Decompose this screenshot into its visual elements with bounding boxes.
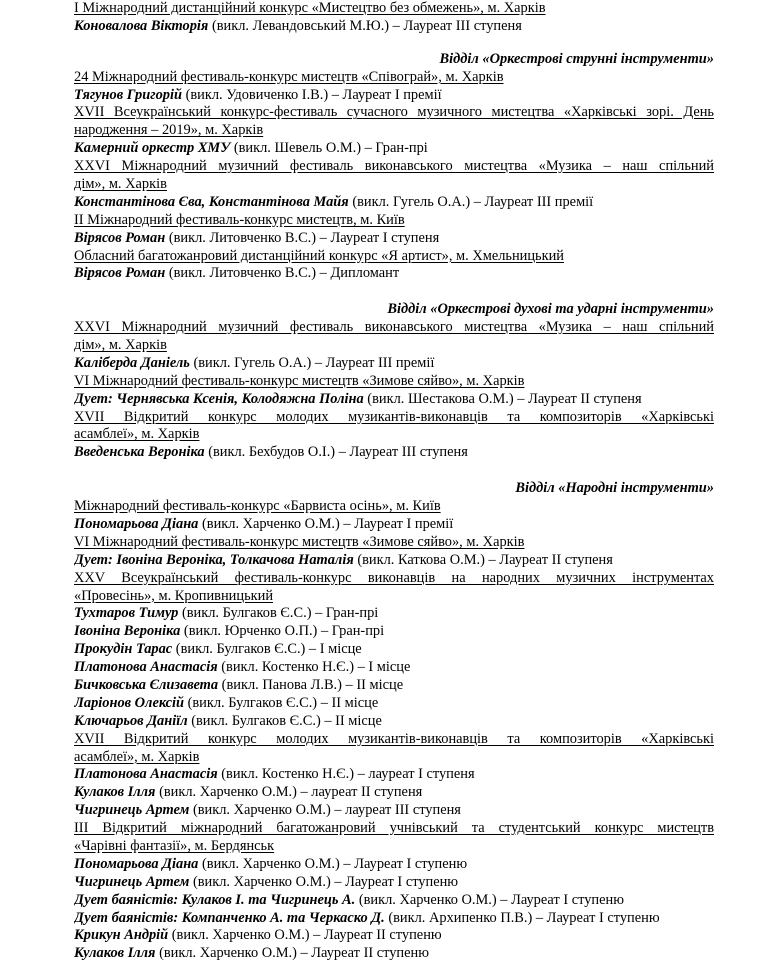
teacher-and-award: (викл. Харченко О.М.) – Лауреат І ступеню (189, 873, 459, 890)
competition-title-text: XXVI Міжнародний музичний фестиваль виконавського мистецтва «Музика – наш спільний (74, 158, 714, 175)
participant-name: Тухтаров Тимур (74, 605, 179, 622)
competition-title (74, 248, 714, 266)
competition-title-text: Міжнародний фестиваль-конкурс «Барвиста осінь», м. Київ (74, 498, 441, 515)
award-entry (74, 194, 714, 212)
participant-name: Дует: Чернявська Ксенія, Колодяжна Поліна (74, 390, 364, 407)
award-entry (74, 355, 714, 373)
participant-name: Константінова Єва, Константінова Майя (74, 193, 349, 210)
participant-name: Дует баяністів: Компанченко А. та Черкаско Д. (74, 909, 385, 926)
competition-title-text: Обласний багатожанровий дистанційний конкурс «Я артист», м. Хмельницький (74, 247, 565, 264)
award-entry (74, 641, 714, 659)
award-entry (74, 444, 714, 462)
document-page (74, 0, 714, 963)
competition-title (74, 749, 714, 767)
award-entry (74, 230, 714, 248)
competition-title-text: XVII Відкритий конкурс молодих музикантів-виконавців та композиторів «Харківські (74, 730, 714, 747)
competition-title-text: VI Міжнародний фестиваль-конкурс мистецтв «Зимове сяйво», м. Харків (74, 533, 525, 550)
teacher-and-award: (викл. Харченко О.М.) – Лауреат ІІ ступеню (168, 927, 442, 944)
competition-title (74, 731, 714, 749)
competition-title (74, 337, 714, 355)
teacher-and-award: (викл. Литовченко В.С.) – Дипломант (165, 265, 400, 282)
competition-title-text: дім», м. Харків (74, 176, 167, 193)
participant-name: Пономарьова Діана (74, 855, 199, 872)
teacher-and-award: (викл. Левандовський М.Ю.) – Лауреат ІІІ ступеня (208, 17, 522, 34)
teacher-and-award: (викл. Литовченко В.С.) – Лауреат І ступеня (165, 229, 440, 246)
award-entry (74, 927, 714, 945)
participant-name: Коновалова Вікторія (74, 17, 209, 34)
blank-line (74, 462, 714, 480)
participant-name: Бичковська Єлизавета (74, 676, 219, 693)
award-entry (74, 713, 714, 731)
participant-name: Каліберда Даніель (74, 354, 190, 371)
participant-name: Ларіонов Олексій (74, 694, 184, 711)
teacher-and-award: (викл. Шевель О.М.) – Гран-прі (230, 140, 428, 157)
competition-title (74, 409, 714, 427)
teacher-and-award: (викл. Булгаков Є.С.) – ІІ місце (187, 712, 382, 729)
teacher-and-award: (викл. Харченко О.М.) – лауреат ІІІ ступеня (189, 802, 461, 819)
participant-name: Ключарьов Даніїл (74, 712, 188, 729)
award-entry (74, 552, 714, 570)
competition-title (74, 158, 714, 176)
competition-title (74, 319, 714, 337)
competition-title-text: ІІ Міжнародний фестиваль-конкурс мистецтв, м. Київ (74, 211, 405, 228)
competition-title (74, 69, 714, 87)
teacher-and-award: (викл. Бехбудов О.І.) – Лауреат ІІІ ступеня (204, 444, 468, 461)
award-entry (74, 18, 714, 36)
competition-title (74, 0, 714, 18)
competition-title-text: асамблеї», м. Харків (74, 426, 200, 443)
teacher-and-award: (викл. Архипенко П.В.) – Лауреат І ступеню (384, 909, 660, 926)
participant-name: Івоніна Вероніка (74, 623, 181, 640)
award-entry (74, 945, 714, 963)
competition-title-text: асамблеї», м. Харків (74, 748, 200, 765)
teacher-and-award: (викл. Гугель О.А.) – Лауреат ІІІ премії (348, 193, 594, 210)
participant-name: Тягунов Григорій (74, 86, 182, 103)
teacher-and-award: (викл. Харченко О.М.) – лауреат ІІ ступеня (155, 784, 423, 801)
teacher-and-award: (викл. Костенко Н.Є.) – лауреат І ступеня (217, 766, 475, 783)
competition-title (74, 104, 714, 122)
participant-name: Крикун Андрій (74, 927, 169, 944)
participant-name: Платонова Анастасія (74, 766, 218, 783)
competition-title-text: 24 Міжнародний фестиваль-конкурс мистецтв «Співограй», м. Харків (74, 68, 504, 85)
participant-name: Пономарьова Діана (74, 515, 199, 532)
competition-title-text: «Провесінь», м. Кропивницький (74, 587, 274, 604)
award-entry (74, 516, 714, 534)
award-entry (74, 874, 714, 892)
award-entry (74, 677, 714, 695)
award-entry (74, 605, 714, 623)
award-entry (74, 265, 714, 283)
competition-title (74, 373, 714, 391)
competition-title-text: дім», м. Харків (74, 337, 167, 354)
blank-line (74, 36, 714, 51)
teacher-and-award: (викл. Шестакова О.М.) – Лауреат ІІ ступеня (363, 390, 642, 407)
teacher-and-award: (викл. Харченко О.М.) – Лауреат І премії (198, 515, 454, 532)
competition-title (74, 534, 714, 552)
award-entry (74, 766, 714, 784)
award-entry (74, 802, 714, 820)
competition-title (74, 820, 714, 838)
teacher-and-award: (викл. Харченко О.М.) – Лауреат І ступеню (355, 891, 624, 908)
participant-name: Дует баяністів: Кулаков І. та Чигринець А. (74, 891, 356, 908)
participant-name: Чигринець Артем (74, 802, 190, 819)
participant-name: Дует: Івоніна Вероніка, Толкачова Наталія (74, 551, 354, 568)
award-entry (74, 856, 714, 874)
section-heading: Відділ «Оркестрові духові та ударні інструменти» (387, 301, 714, 318)
section-heading: Відділ «Оркестрові струнні інструменти» (439, 50, 714, 67)
competition-title (74, 122, 714, 140)
participant-name: Вірясов Роман (74, 229, 166, 246)
competition-title-text: ІІІ Відкритий міжнародний багатожанровий учнівський та студентський конкурс мистецтв (74, 820, 714, 837)
award-entry (74, 391, 714, 409)
award-entry (74, 910, 714, 928)
award-entry (74, 140, 714, 158)
teacher-and-award: (викл. Панова Л.В.) – ІІ місце (218, 676, 404, 693)
participant-name: Чигринець Артем (74, 873, 190, 890)
participant-name: Прокудін Тарас (74, 641, 173, 658)
award-entry (74, 695, 714, 713)
participant-name: Введенська Вероніка (74, 444, 205, 461)
competition-title-text: VI Міжнародний фестиваль-конкурс мистецтв «Зимове сяйво», м. Харків (74, 372, 525, 389)
competition-title-text: народження – 2019», м. Харків (74, 122, 264, 139)
award-entry (74, 892, 714, 910)
competition-title (74, 570, 714, 588)
award-entry (74, 659, 714, 677)
participant-name: Кулаков Ілля (74, 945, 156, 962)
competition-title (74, 426, 714, 444)
competition-title-text: «Чарівні фантазії», м. Бердянськ (74, 837, 275, 854)
teacher-and-award: (викл. Юрченко О.П.) – Гран-прі (180, 623, 385, 640)
competition-title (74, 498, 714, 516)
teacher-and-award: (викл. Булгаков Є.С.) – ІІ місце (183, 694, 379, 711)
participant-name: Вірясов Роман (74, 265, 166, 282)
award-entry (74, 784, 714, 802)
teacher-and-award: (викл. Харченко О.М.) – Лауреат ІІ ступеню (155, 945, 429, 962)
competition-title-text: XXVI Міжнародний музичний фестиваль виконавського мистецтва «Музика – наш спільний (74, 319, 714, 336)
blank-line (74, 283, 714, 301)
competition-title (74, 176, 714, 194)
teacher-and-award: (викл. Харченко О.М.) – Лауреат І ступеню (198, 855, 468, 872)
competition-title (74, 838, 714, 856)
participant-name: Кулаков Ілля (74, 784, 156, 801)
section-heading: Відділ «Народні інструменти» (515, 480, 714, 497)
teacher-and-award: (викл. Костенко Н.Є.) – І місце (217, 659, 411, 676)
participant-name: Платонова Анастасія (74, 659, 218, 676)
teacher-and-award: (викл. Каткова О.М.) – Лауреат ІІ ступеня (353, 551, 613, 568)
competition-title-text: XVII Відкритий конкурс молодих музикантів-виконавців та композиторів «Харківські (74, 408, 714, 425)
teacher-and-award: (викл. Удовиченко І.В.) – Лауреат І премії (181, 86, 442, 103)
teacher-and-award: (викл. Булгаков Є.С.) – І місце (172, 641, 362, 658)
competition-title (74, 588, 714, 606)
participant-name: Камерний оркестр ХМУ (74, 140, 231, 157)
competition-title-text: I Міжнародний дистанційний конкурс «Мистецтво без обмежень», м. Харків (74, 0, 546, 16)
competition-title (74, 212, 714, 230)
competition-title-text: XXV Всеукраїнський фестиваль-конкурс виконавців на народних музичних інструментах (74, 569, 714, 586)
teacher-and-award: (викл. Булгаков Є.С.) – Гран-прі (178, 605, 379, 622)
competition-title-text: XVII Всеукраїнський конкурс-фестиваль сучасного музичного мистецтва «Харківські зорі. День (74, 104, 714, 121)
teacher-and-award: (викл. Гугель О.А.) – Лауреат ІІІ премії (189, 354, 435, 371)
award-entry (74, 87, 714, 105)
award-entry (74, 623, 714, 641)
